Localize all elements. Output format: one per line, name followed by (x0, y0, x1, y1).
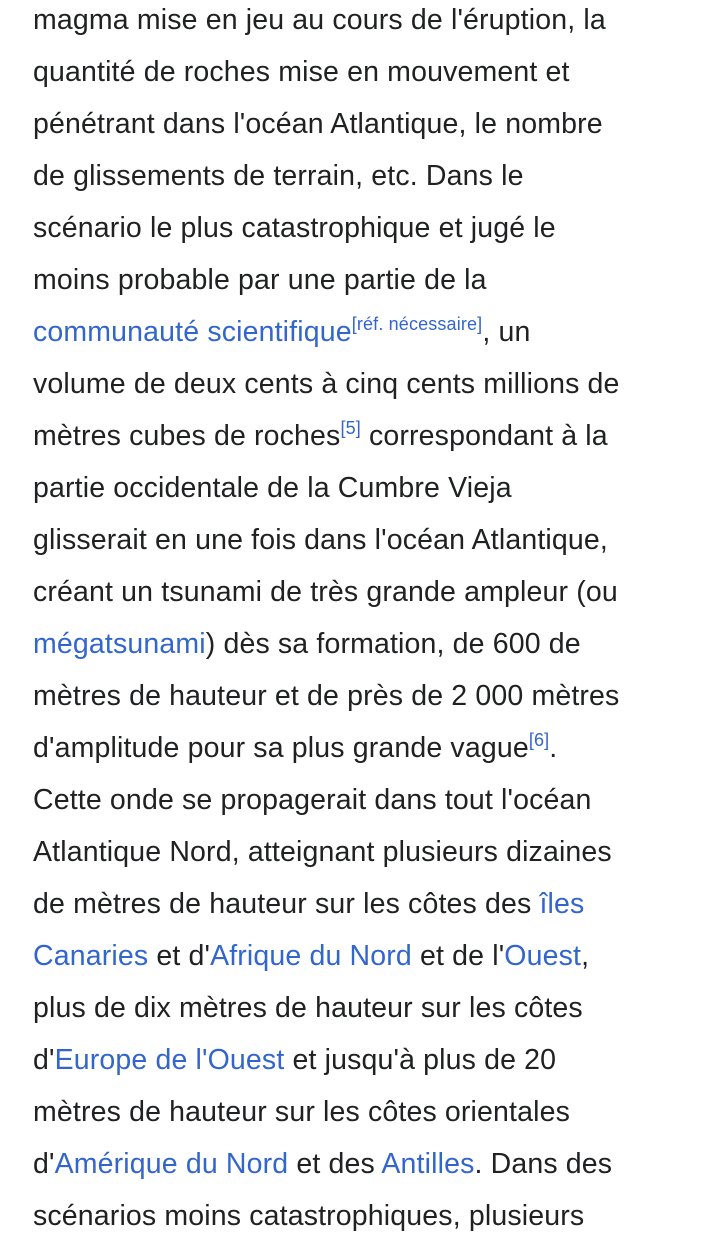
text-line: glisserait en une fois dans l'océan Atlantique, (33, 524, 608, 556)
link-antilles[interactable]: Antilles (381, 1148, 475, 1180)
link-megatsunami[interactable]: mégatsunami (33, 628, 206, 660)
text-fragment: correspondant à la (360, 420, 608, 452)
text-line (33, 878, 693, 930)
text-fragment: mètres cubes de roches (33, 420, 341, 452)
text-line (33, 930, 693, 982)
text-fragment: . Dans des (474, 1148, 613, 1180)
text-line: moins probable par une partie de la (33, 264, 487, 296)
text-line: magma mise en jeu au cours de l'éruption, la (33, 4, 606, 36)
link-europe-de-l-ouest[interactable]: Europe de l'Ouest (54, 1044, 285, 1076)
citation-needed-ref (352, 314, 483, 334)
text-line: Atlantique Nord, atteignant plusieurs dizaines (33, 836, 612, 868)
text-fragment: d' (33, 1148, 55, 1180)
text-fragment: et d' (148, 940, 211, 972)
reference-5-link[interactable]: [5] (340, 417, 361, 438)
link-ouest[interactable]: Ouest (504, 940, 582, 972)
link-afrique-du-nord[interactable]: Afrique du Nord (210, 940, 412, 972)
citation-needed-link[interactable]: [réf. nécessaire] (351, 313, 483, 334)
text-fragment: , un (482, 316, 531, 348)
link-amerique-du-nord[interactable]: Amérique du Nord (54, 1148, 289, 1180)
reference-6 (529, 730, 549, 750)
link-communaute-scientifique[interactable]: communauté scientifique (33, 316, 352, 348)
link-iles-canaries-part2[interactable]: Canaries (33, 940, 149, 972)
text-line: Cette onde se propagerait dans tout l'océan (33, 784, 592, 816)
text-line (33, 618, 693, 670)
text-line: de glissements de terrain, etc. Dans le (33, 160, 524, 192)
text-line (33, 722, 693, 774)
text-line (33, 410, 693, 462)
text-line (33, 1138, 693, 1190)
text-line: mètres de hauteur sur les côtes orientales (33, 1096, 570, 1128)
text-fragment: , (581, 940, 590, 972)
text-line: pénétrant dans l'océan Atlantique, le nombre (33, 108, 603, 140)
text-fragment: . (549, 732, 558, 764)
text-fragment: et des (288, 1148, 382, 1180)
text-line: scénario le plus catastrophique et jugé le (33, 212, 556, 244)
text-line (33, 306, 693, 358)
text-line: créant un tsunami de très grande ampleur (ou (33, 576, 618, 608)
text-line: plus de dix mètres de hauteur sur les côtes (33, 992, 583, 1024)
text-fragment: ) dès sa formation, de 600 de (205, 628, 581, 660)
text-fragment: et de l' (411, 940, 505, 972)
text-fragment: d' (33, 1044, 55, 1076)
reference-6-link[interactable]: [6] (528, 729, 550, 750)
text-fragment: d'amplitude pour sa plus grande vague (33, 732, 529, 764)
article-body (33, 0, 693, 1242)
reference-5 (340, 418, 360, 438)
text-line: volume de deux cents à cinq cents millions de (33, 368, 620, 400)
text-line: quantité de roches mise en mouvement et (33, 56, 570, 88)
text-fragment: de mètres de hauteur sur les côtes des (33, 888, 540, 920)
text-line: scénarios moins catastrophiques, plusieurs (33, 1200, 585, 1232)
text-fragment: et jusqu'à plus de 20 (284, 1044, 557, 1076)
text-line: partie occidentale de la Cumbre Vieja (33, 472, 512, 504)
text-line (33, 1034, 693, 1086)
text-line: mètres de hauteur et de près de 2 000 mètres (33, 680, 620, 712)
link-iles-canaries-part1[interactable]: îles (539, 888, 585, 920)
